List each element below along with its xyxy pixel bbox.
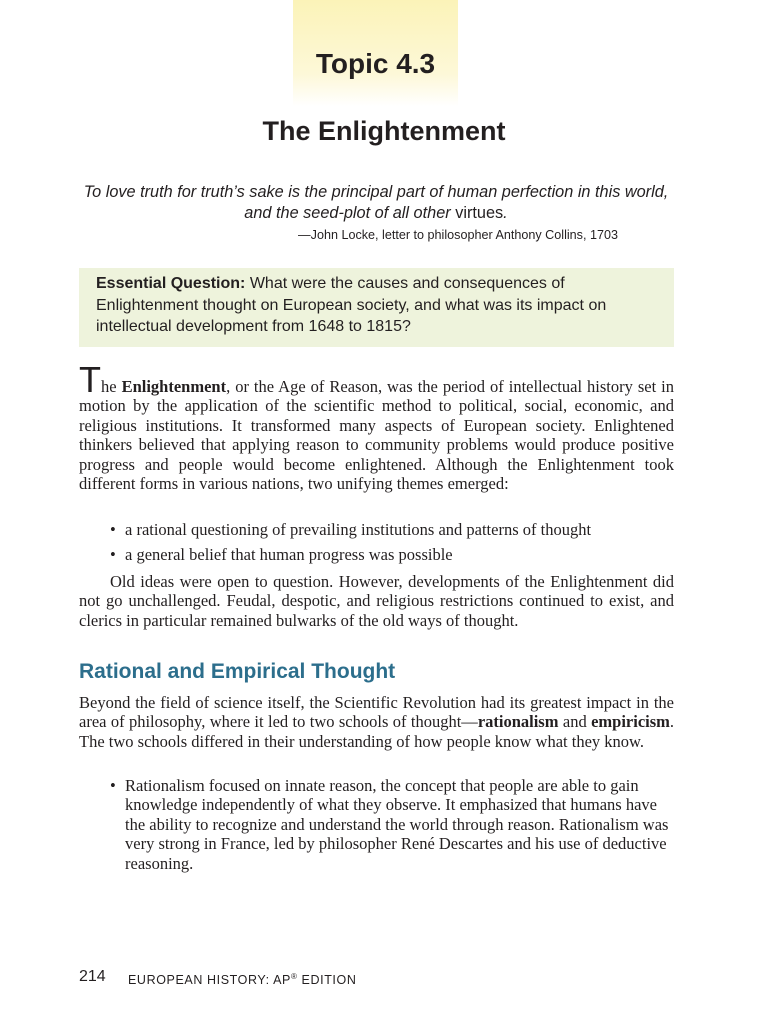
page-number: 214 bbox=[79, 968, 106, 985]
epigraph-emphasis: virtues bbox=[455, 204, 504, 222]
list-item: • Rationalism focused on innate reason, the concept that people are able to gain knowledge independently of what they observe. It emphasized that humans have the ability to recognize and understand the world through reason. Rationalism was very strong in France, led by philosopher René Descartes and his use of deductive reasoning. bbox=[110, 776, 669, 873]
intro-text: , or the Age of Reason, was the period of intellectual history set in motion by the application of the scientific method to political, social, economic, and religious institutions. It transformed many aspects of European society. Enlightened thinkers believed that applying reason to community problems would produce positive progress and people would become enlightened. Although the Enlightenment took different forms in various nations, two unifying themes emerged: bbox=[79, 377, 674, 494]
running-footer bbox=[128, 972, 356, 987]
old-ideas-text: Old ideas were open to question. However, developments of the Enlightenment did not go unchallenged. Feudal, despotic, and religious restrictions continued to exist, and clerics in particular remained bulwarks of the old ways of thought. bbox=[79, 572, 674, 630]
page-title: The Enlightenment bbox=[262, 116, 506, 146]
book-title: EUROPEAN HISTORY: AP bbox=[128, 973, 291, 988]
essential-question-label: Essential Question: bbox=[96, 275, 246, 292]
old-ideas-paragraph bbox=[79, 572, 674, 630]
section-para-start: Beyond the field of science itself, the Scientific Revolution had its greatest impact in the area of philosophy, where it led to two schools of thought— bbox=[79, 693, 674, 732]
themes-list bbox=[108, 520, 674, 565]
intro-term: Enlightenment bbox=[121, 377, 227, 396]
epigraph-attribution: —John Locke, letter to philosopher Anthony Collins, 1703 bbox=[298, 228, 618, 242]
drop-cap: T bbox=[79, 359, 101, 400]
schools-list bbox=[108, 776, 674, 873]
section-para-end: . The two schools differed in their understanding of how people know what they know. bbox=[79, 712, 675, 751]
epigraph-text: To love truth for truth’s sake is the principal part of human perfection in this world, and the seed-plot of all other bbox=[83, 183, 669, 222]
epigraph-quote bbox=[80, 182, 672, 224]
topic-label: Topic 4.3 bbox=[315, 48, 436, 79]
intro-paragraph bbox=[79, 359, 674, 494]
term-empiricism: empiricism bbox=[591, 712, 670, 732]
intro-lead: he bbox=[101, 377, 122, 396]
section-connector: and bbox=[558, 712, 592, 732]
epigraph-end: . bbox=[503, 204, 508, 222]
list-item: • a rational questioning of prevailing institutions and patterns of thought bbox=[110, 520, 592, 539]
essential-question-box bbox=[79, 268, 674, 347]
section-heading: Rational and Empirical Thought bbox=[79, 660, 396, 683]
registered-mark: ® bbox=[290, 972, 298, 981]
rationalism-text: Rationalism focused on innate reason, the concept that people are able to gain knowledge independently of what they observe. It emphasized that humans have the ability to recognize and understand the world through reason. Rationalism was very strong in France, led by philosopher René Descartes and his use of deductive reasoning. bbox=[125, 776, 669, 873]
term-rationalism: rationalism bbox=[477, 712, 559, 732]
theme-text: a rational questioning of prevailing institutions and patterns of thought bbox=[125, 520, 592, 539]
essential-question-body: What were the causes and consequences of Enlightenment thought on European society, and what was its impact on intellectual development from 1648 to 1815? bbox=[96, 275, 607, 335]
essential-question-text bbox=[96, 273, 664, 338]
section-paragraph bbox=[79, 693, 674, 751]
theme-text: a general belief that human progress was possible bbox=[125, 545, 453, 565]
book-edition: EDITION bbox=[297, 973, 357, 988]
list-item: • a general belief that human progress was possible bbox=[110, 545, 453, 565]
